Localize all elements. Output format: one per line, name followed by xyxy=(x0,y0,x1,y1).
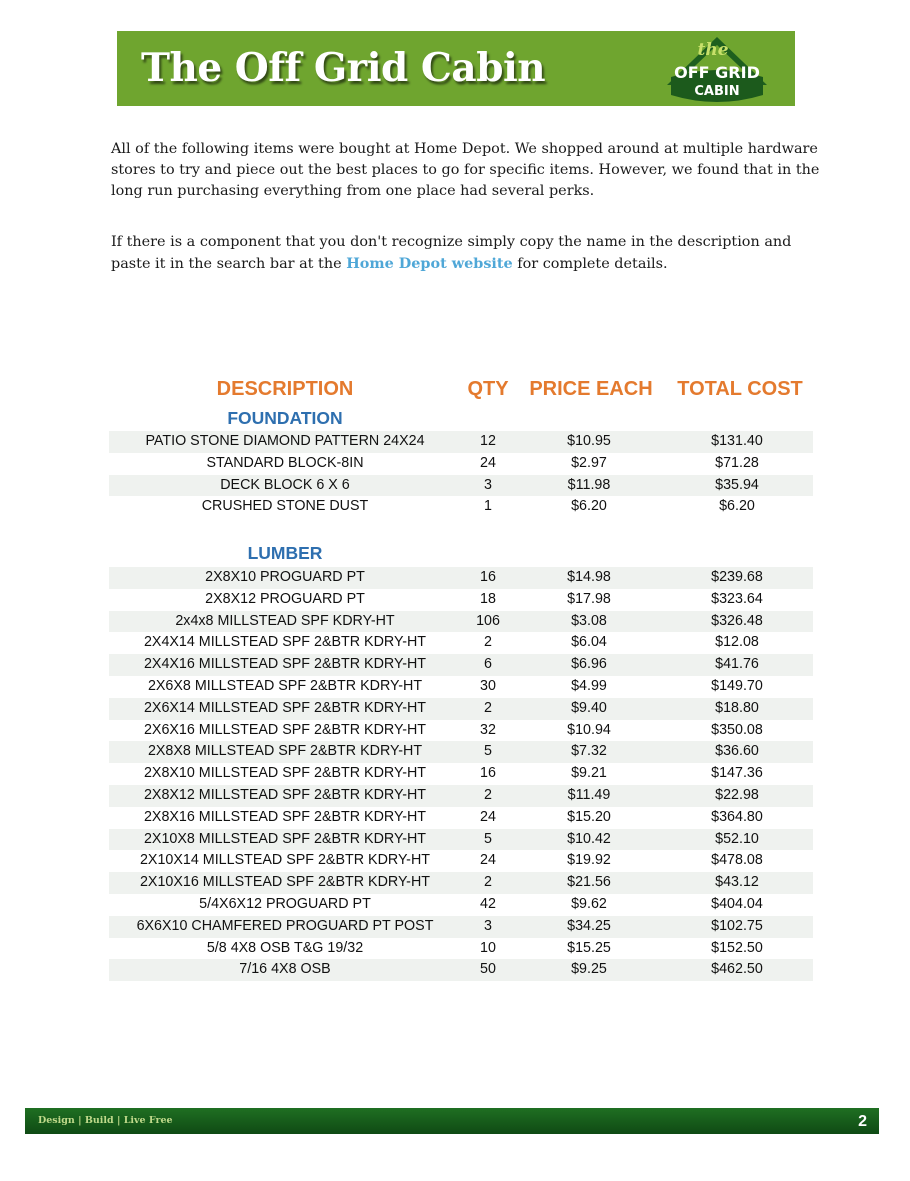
cell-qty: 5 xyxy=(484,830,492,847)
cell-qty: 5 xyxy=(484,743,492,760)
cell-total-cost: $350.08 xyxy=(711,721,763,738)
logo-text-cabin: CABIN xyxy=(694,84,740,99)
cell-price-each: $10.42 xyxy=(567,830,611,847)
table-row xyxy=(109,431,813,453)
cell-description: 2X4X16 MILLSTEAD SPF 2&BTR KDRY-HT xyxy=(143,656,427,673)
cell-qty: 10 xyxy=(480,939,496,956)
cell-description: 2X6X14 MILLSTEAD SPF 2&BTR KDRY-HT xyxy=(143,699,427,716)
cell-price-each: $3.08 xyxy=(571,612,607,629)
cell-description: 2X8X8 MILLSTEAD SPF 2&BTR KDRY-HT xyxy=(147,743,423,760)
cell-total-cost: $462.50 xyxy=(711,961,763,978)
cell-price-each: $9.21 xyxy=(571,765,607,782)
cell-qty: 16 xyxy=(480,569,496,585)
table-row xyxy=(109,720,813,742)
cell-description: 2X8X10 PROGUARD PT xyxy=(205,569,365,585)
cell-description: STANDARD BLOCK-8IN xyxy=(206,454,364,471)
table-row xyxy=(109,676,813,698)
table-row xyxy=(109,850,813,872)
cell-total-cost: $71.28 xyxy=(715,454,759,471)
intro-paragraph-1: All of the following items were bought at Home Depot. We shopped around at multiple hardware stores to try and piece out the best places to go for specific items. However, we found that in the long run purchasing everything from one place had several perks. xyxy=(111,141,820,199)
cell-qty: 24 xyxy=(480,852,496,869)
cell-qty: 12 xyxy=(480,433,496,449)
cell-qty: 24 xyxy=(480,454,496,471)
cell-price-each: $10.95 xyxy=(567,433,611,449)
table-row xyxy=(109,589,813,611)
cell-price-each: $15.25 xyxy=(567,939,611,956)
header-qty: QTY xyxy=(467,378,509,400)
cell-price-each: $9.40 xyxy=(571,699,607,716)
cell-description: 2X6X8 MILLSTEAD SPF 2&BTR KDRY-HT xyxy=(147,678,423,694)
cell-qty: 30 xyxy=(480,678,496,694)
cell-total-cost: $43.12 xyxy=(715,874,759,891)
logo-text-the: the xyxy=(697,40,729,60)
table-row xyxy=(109,763,813,785)
footer-tagline: Design | Build | Live Free xyxy=(38,1115,173,1126)
cell-description: 6X6X10 CHAMFERED PROGUARD PT POST xyxy=(136,917,434,934)
table-row xyxy=(109,741,813,763)
table-row xyxy=(109,654,813,676)
cell-price-each: $6.04 xyxy=(571,634,607,651)
cell-price-each: $7.32 xyxy=(571,743,607,760)
cell-total-cost: $36.60 xyxy=(715,743,759,760)
cell-total-cost: $22.98 xyxy=(715,787,759,803)
table-row xyxy=(109,938,813,960)
cell-total-cost: $102.75 xyxy=(711,917,763,934)
table-row xyxy=(109,807,813,829)
cell-price-each: $14.98 xyxy=(567,569,611,585)
cell-price-each: $9.62 xyxy=(571,896,607,912)
cell-description: 5/8 4X8 OSB T&G 19/32 xyxy=(206,939,364,956)
cell-description: 7/16 4X8 OSB xyxy=(239,961,331,978)
cell-description: 2x4x8 MILLSTEAD SPF KDRY-HT xyxy=(175,612,395,629)
table-row xyxy=(109,453,813,475)
cell-total-cost: $131.40 xyxy=(711,433,763,449)
off-grid-cabin-logo xyxy=(663,33,771,105)
cell-total-cost: $52.10 xyxy=(715,830,759,847)
cell-price-each: $4.99 xyxy=(571,678,607,694)
cell-qty: 6 xyxy=(484,656,492,673)
cell-total-cost: $149.70 xyxy=(711,678,763,694)
cell-description: 2X10X8 MILLSTEAD SPF 2&BTR KDRY-HT xyxy=(143,830,427,847)
cell-qty: 2 xyxy=(484,874,492,891)
cell-description: CRUSHED STONE DUST xyxy=(201,498,369,515)
cell-description: PATIO STONE DIAMOND PATTERN 24X24 xyxy=(145,433,425,449)
table-row xyxy=(109,785,813,807)
header-price-each: PRICE EACH xyxy=(529,378,653,400)
cell-qty: 106 xyxy=(476,612,500,629)
cell-description: 2X8X16 MILLSTEAD SPF 2&BTR KDRY-HT xyxy=(143,808,427,825)
table-row xyxy=(109,916,813,938)
cell-total-cost: $404.04 xyxy=(711,896,763,912)
cell-total-cost: $364.80 xyxy=(711,808,763,825)
cell-total-cost: $6.20 xyxy=(719,498,755,515)
cell-price-each: $10.94 xyxy=(567,721,611,738)
cell-qty: 2 xyxy=(484,699,492,716)
logo-text-off-grid: OFF GRID xyxy=(674,63,760,82)
footer-bar xyxy=(25,1108,879,1134)
cell-qty: 16 xyxy=(480,765,496,782)
table-row xyxy=(109,698,813,720)
cell-price-each: $21.56 xyxy=(567,874,611,891)
cell-qty: 50 xyxy=(480,961,496,978)
cell-qty: 42 xyxy=(480,896,496,912)
cell-total-cost: $239.68 xyxy=(711,569,763,585)
cell-qty: 24 xyxy=(480,808,496,825)
intro-paragraph-2-text: If there is a component that you don't recognize simply copy the name in the description and paste it in the search bar at the xyxy=(111,234,792,272)
table-row xyxy=(109,632,813,654)
home-depot-link[interactable]: Home Depot website xyxy=(346,255,513,272)
cell-description: 2X10X14 MILLSTEAD SPF 2&BTR KDRY-HT xyxy=(139,852,431,869)
cell-description: 2X6X16 MILLSTEAD SPF 2&BTR KDRY-HT xyxy=(143,721,427,738)
cell-total-cost: $41.76 xyxy=(715,656,759,673)
table-row xyxy=(109,496,813,518)
cell-description: 5/4X6X12 PROGUARD PT xyxy=(199,896,371,912)
cell-price-each: $6.96 xyxy=(571,656,607,673)
cell-price-each: $15.20 xyxy=(567,808,611,825)
cell-price-each: $11.49 xyxy=(567,787,611,803)
header-description: DESCRIPTION xyxy=(216,378,354,400)
header-total-cost: TOTAL COST xyxy=(677,378,803,400)
cell-price-each: $6.20 xyxy=(571,498,607,515)
section-title: FOUNDATION xyxy=(227,408,343,428)
cell-description: 2X8X12 MILLSTEAD SPF 2&BTR KDRY-HT xyxy=(143,787,427,803)
cell-qty: 32 xyxy=(480,721,496,738)
cell-total-cost: $323.64 xyxy=(711,590,763,607)
cell-description: 2X10X16 MILLSTEAD SPF 2&BTR KDRY-HT xyxy=(139,874,431,891)
cell-qty: 2 xyxy=(484,634,492,651)
cell-description: 2X4X14 MILLSTEAD SPF 2&BTR KDRY-HT xyxy=(143,634,427,651)
cell-price-each: $9.25 xyxy=(571,961,607,978)
table-row xyxy=(109,611,813,633)
cell-description: DECK BLOCK 6 X 6 xyxy=(220,476,350,493)
intro-paragraph-2-tail: for complete details. xyxy=(512,256,668,272)
cell-price-each: $19.92 xyxy=(567,852,611,869)
cell-description: 2X8X10 MILLSTEAD SPF 2&BTR KDRY-HT xyxy=(143,765,427,782)
cell-total-cost: $478.08 xyxy=(711,852,763,869)
intro-paragraph-2 xyxy=(111,232,826,275)
page-number: 2 xyxy=(858,1113,867,1130)
cell-qty: 18 xyxy=(480,590,496,607)
cell-price-each: $2.97 xyxy=(571,454,607,471)
cell-qty: 2 xyxy=(484,787,492,803)
banner-title: The Off Grid Cabin xyxy=(141,45,546,91)
table-row xyxy=(109,872,813,894)
cell-price-each: $34.25 xyxy=(567,917,611,934)
cell-qty: 3 xyxy=(484,476,492,493)
cell-total-cost: $326.48 xyxy=(711,612,763,629)
header-banner xyxy=(117,31,795,106)
table-row xyxy=(109,959,813,981)
cell-price-each: $17.98 xyxy=(567,590,611,607)
cell-description: 2X8X12 PROGUARD PT xyxy=(205,590,365,607)
cell-qty: 3 xyxy=(484,917,492,934)
cell-total-cost: $147.36 xyxy=(711,765,763,782)
table-row xyxy=(109,567,813,589)
table-row xyxy=(109,894,813,916)
cell-price-each: $11.98 xyxy=(567,476,611,493)
cell-total-cost: $152.50 xyxy=(711,939,763,956)
section-title: LUMBER xyxy=(247,543,323,563)
cell-total-cost: $35.94 xyxy=(715,476,759,493)
cell-qty: 1 xyxy=(484,498,492,515)
table-row xyxy=(109,829,813,851)
cell-total-cost: $12.08 xyxy=(715,634,759,651)
cell-total-cost: $18.80 xyxy=(715,699,759,716)
table-row xyxy=(109,475,813,497)
